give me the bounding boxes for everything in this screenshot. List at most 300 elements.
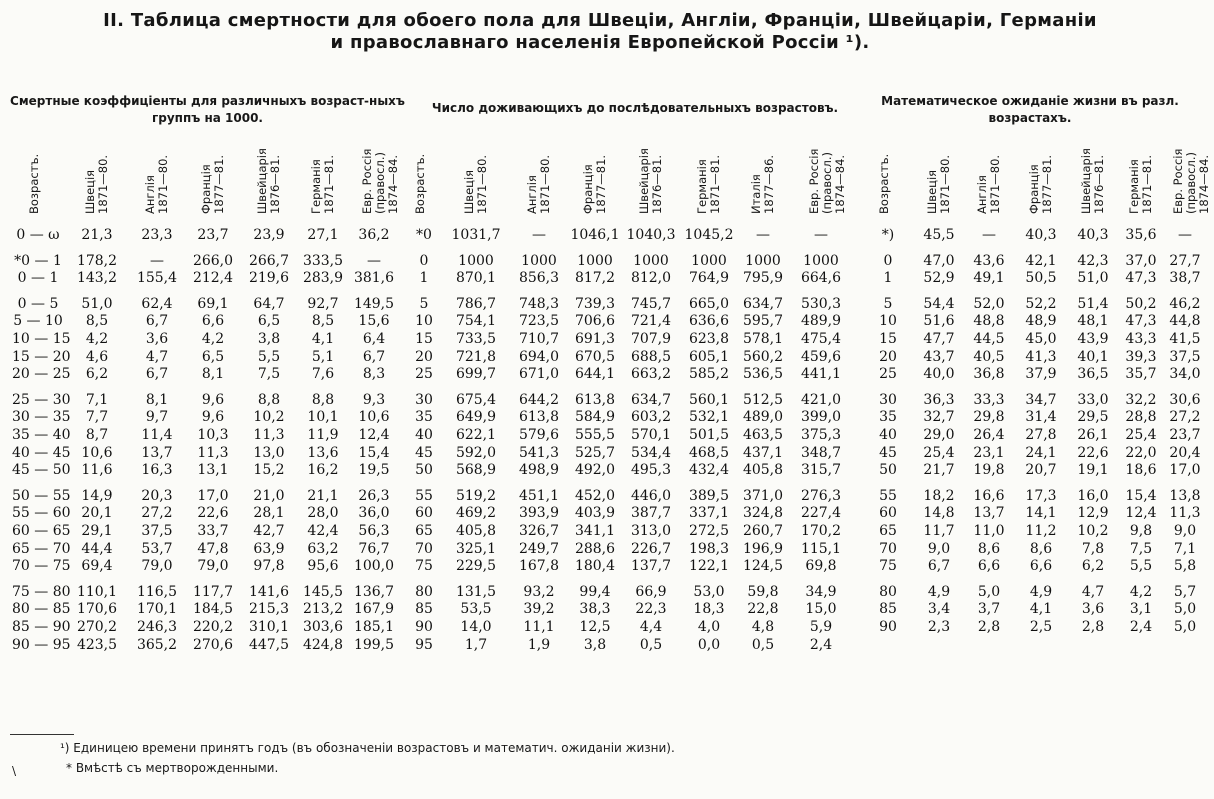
- value-cell: 4,4: [639, 619, 663, 635]
- value-cell: 9,6: [201, 409, 225, 426]
- value-cell: 59,8: [747, 583, 779, 600]
- value-cell: 5,9: [809, 619, 833, 635]
- column-header-line: Германія: [309, 159, 323, 214]
- value-cell: 23,7: [197, 227, 229, 243]
- value-cell: 16,2: [307, 462, 339, 479]
- value-cell: 6,2: [1081, 558, 1105, 575]
- value-cell: 167,8: [518, 558, 560, 575]
- age-cell: 35 — 40: [12, 427, 71, 443]
- value-cell: 32,7: [923, 409, 955, 426]
- value-cell: —: [1178, 227, 1192, 243]
- value-cell: 229,5: [455, 558, 497, 575]
- column-header-line: Англія: [143, 175, 157, 214]
- value-cell: 8,7: [85, 427, 109, 443]
- value-cell: 592,0: [455, 444, 497, 461]
- value-cell: 30,6: [1169, 391, 1201, 408]
- table-row: [0, 462, 1200, 479]
- column-header-line: (правосл.): [1184, 152, 1198, 214]
- column-header-italy: [750, 155, 776, 214]
- value-cell: 35,6: [1125, 227, 1157, 243]
- table-row: [0, 313, 1200, 330]
- value-cell: 53,5: [460, 601, 492, 618]
- value-cell: 11,0: [973, 523, 1005, 539]
- value-cell: 1,9: [527, 636, 551, 653]
- age-cell: 85 — 90: [12, 619, 71, 635]
- column-header-russia: [361, 149, 400, 214]
- value-cell: 42,7: [253, 523, 285, 539]
- value-cell: 10,3: [197, 427, 229, 443]
- value-cell: 365,2: [136, 636, 178, 653]
- value-cell: 325,1: [455, 540, 497, 557]
- value-cell: 4,1: [311, 331, 335, 347]
- value-cell: 560,1: [688, 391, 730, 408]
- value-cell: 333,5: [302, 252, 344, 269]
- value-cell: 387,7: [630, 505, 672, 522]
- age-cell: 60 — 65: [12, 523, 71, 539]
- value-cell: 4,2: [1129, 583, 1153, 600]
- value-cell: 47,3: [1125, 313, 1157, 330]
- value-cell: 451,1: [518, 487, 560, 504]
- value-cell: 26,3: [358, 487, 390, 504]
- column-header-germany: [696, 155, 722, 214]
- value-cell: 16,6: [973, 487, 1005, 504]
- value-cell: 9,7: [145, 409, 169, 426]
- value-cell: 48,1: [1077, 313, 1109, 330]
- value-cell: 381,6: [353, 270, 395, 287]
- value-cell: —: [150, 252, 164, 269]
- table-row: [0, 253, 1200, 270]
- value-cell: 43,3: [1125, 331, 1157, 347]
- column-header-line: 1871—81.: [708, 154, 722, 214]
- value-cell: 92,7: [307, 295, 339, 312]
- age-cell: 15 — 20: [12, 348, 71, 365]
- value-cell: 79,0: [197, 558, 229, 575]
- value-cell: —: [367, 252, 381, 269]
- value-cell: 25,4: [923, 444, 955, 461]
- value-cell: 47,0: [923, 252, 955, 269]
- column-header-line: 1877—81.: [594, 154, 608, 214]
- value-cell: 337,1: [688, 505, 730, 522]
- value-cell: 21,1: [307, 487, 339, 504]
- value-cell: 441,1: [800, 366, 842, 383]
- value-cell: 1000: [633, 252, 669, 269]
- value-cell: 29,1: [81, 523, 113, 539]
- value-cell: 495,3: [630, 462, 672, 479]
- age-cell: 35: [415, 409, 433, 426]
- value-cell: 45,5: [923, 227, 955, 243]
- age-cell: 90: [415, 619, 433, 635]
- footnote-rule: [10, 734, 74, 735]
- value-cell: 1040,3: [626, 227, 676, 243]
- value-cell: 215,3: [248, 601, 290, 618]
- value-cell: 36,0: [358, 505, 390, 522]
- age-cell: 65: [415, 523, 433, 539]
- value-cell: 170,1: [136, 601, 178, 618]
- age-cell: 90 — 95: [12, 636, 71, 653]
- value-cell: 691,3: [574, 331, 616, 347]
- value-cell: 66,9: [635, 583, 667, 600]
- value-cell: 389,5: [688, 487, 730, 504]
- age-cell: 10 — 15: [12, 331, 71, 347]
- value-cell: 22,6: [197, 505, 229, 522]
- age-cell: 0 — 1: [17, 270, 59, 287]
- column-header-line: Евр. Россія: [360, 148, 374, 214]
- value-cell: 37,0: [1125, 252, 1157, 269]
- column-header-line: Швеція: [462, 169, 476, 214]
- value-cell: 8,5: [311, 313, 335, 330]
- value-cell: 52,9: [923, 270, 955, 287]
- value-cell: 47,3: [1125, 270, 1157, 287]
- value-cell: 39,3: [1125, 348, 1157, 365]
- value-cell: 459,6: [800, 348, 842, 365]
- value-cell: 50,2: [1125, 295, 1157, 312]
- value-cell: 754,1: [455, 313, 497, 330]
- value-cell: 2,8: [977, 619, 1001, 635]
- value-cell: 7,1: [1173, 540, 1197, 557]
- value-cell: 43,9: [1077, 331, 1109, 347]
- age-cell: 85: [879, 601, 897, 618]
- value-cell: 721,4: [630, 313, 672, 330]
- value-cell: 10,6: [81, 444, 113, 461]
- table-row: [0, 445, 1200, 462]
- value-cell: 141,6: [248, 583, 290, 600]
- age-cell: 90: [879, 619, 897, 635]
- value-cell: 170,2: [800, 523, 842, 539]
- age-cell: *): [881, 227, 895, 243]
- value-cell: 63,2: [307, 540, 339, 557]
- value-cell: 501,5: [688, 427, 730, 443]
- column-header-line: Швейцарія: [637, 148, 651, 214]
- column-header-line: 1876—81.: [650, 154, 664, 214]
- value-cell: 185,1: [353, 619, 395, 635]
- value-cell: 69,4: [81, 558, 113, 575]
- value-cell: 10,1: [307, 409, 339, 426]
- value-cell: 220,2: [192, 619, 234, 635]
- column-header-germany: [1128, 155, 1154, 214]
- value-cell: 37,5: [1169, 348, 1201, 365]
- value-cell: 3,7: [977, 601, 1001, 618]
- value-cell: 578,1: [742, 331, 784, 347]
- value-cell: 15,6: [358, 313, 390, 330]
- value-cell: 198,3: [688, 540, 730, 557]
- value-cell: 11,3: [197, 444, 229, 461]
- value-cell: 664,6: [800, 270, 842, 287]
- value-cell: 47,7: [923, 331, 955, 347]
- column-header-age: [28, 154, 41, 214]
- value-cell: 227,4: [800, 505, 842, 522]
- value-cell: —: [814, 227, 828, 243]
- value-cell: 5,0: [977, 583, 1001, 600]
- value-cell: 36,3: [923, 391, 955, 408]
- value-cell: 4,7: [145, 348, 169, 365]
- value-cell: 115,1: [800, 540, 842, 557]
- value-cell: 4,0: [697, 619, 721, 635]
- value-cell: 634,7: [742, 295, 784, 312]
- value-cell: 13,1: [197, 462, 229, 479]
- value-cell: 3,8: [257, 331, 281, 347]
- value-cell: 13,6: [307, 444, 339, 461]
- value-cell: 270,6: [192, 636, 234, 653]
- table-row: [0, 637, 1200, 654]
- value-cell: 745,7: [630, 295, 672, 312]
- value-cell: 260,7: [742, 523, 784, 539]
- column-header-line: Англія: [975, 175, 989, 214]
- age-cell: 45: [415, 444, 433, 461]
- value-cell: 40,3: [1025, 227, 1057, 243]
- value-cell: 6,7: [145, 366, 169, 383]
- age-cell: 40: [879, 427, 897, 443]
- value-cell: 10,6: [358, 409, 390, 426]
- value-cell: 560,2: [742, 348, 784, 365]
- value-cell: 93,2: [523, 583, 555, 600]
- value-cell: 17,3: [1025, 487, 1057, 504]
- value-cell: 605,1: [688, 348, 730, 365]
- value-cell: 3,1: [1129, 601, 1153, 618]
- age-cell: 40: [415, 427, 433, 443]
- value-cell: 699,7: [455, 366, 497, 383]
- value-cell: 723,5: [518, 313, 560, 330]
- value-cell: 136,7: [353, 583, 395, 600]
- age-cell: 65: [879, 523, 897, 539]
- table-row: [0, 349, 1200, 366]
- value-cell: 4,1: [1029, 601, 1053, 618]
- value-cell: 15,0: [805, 601, 837, 618]
- column-header-line: 1874—84.: [1197, 154, 1211, 214]
- value-cell: 11,3: [253, 427, 285, 443]
- column-header-line: 1876—81.: [268, 154, 282, 214]
- value-cell: 53,7: [141, 540, 173, 557]
- value-cell: 1000: [745, 252, 781, 269]
- age-cell: 1: [883, 270, 893, 287]
- value-cell: 541,3: [518, 444, 560, 461]
- value-cell: 7,7: [85, 409, 109, 426]
- value-cell: 786,7: [455, 295, 497, 312]
- value-cell: 266,0: [192, 252, 234, 269]
- value-cell: 19,1: [1077, 462, 1109, 479]
- age-cell: 50 — 55: [12, 487, 71, 504]
- value-cell: 38,3: [579, 601, 611, 618]
- value-cell: 246,3: [136, 619, 178, 635]
- column-header-line: 1876—81.: [1092, 154, 1106, 214]
- value-cell: 15,4: [358, 444, 390, 461]
- value-cell: 117,7: [192, 583, 234, 600]
- value-cell: 22,0: [1125, 444, 1157, 461]
- value-cell: 0,0: [697, 636, 721, 653]
- age-cell: 0: [419, 252, 429, 269]
- value-cell: 20,1: [81, 505, 113, 522]
- value-cell: 51,0: [1077, 270, 1109, 287]
- value-cell: 76,7: [358, 540, 390, 557]
- value-cell: 2,4: [1129, 619, 1153, 635]
- column-header-england: [526, 155, 552, 214]
- value-cell: 196,9: [742, 540, 784, 557]
- age-cell: 55: [879, 487, 897, 504]
- value-cell: 100,0: [353, 558, 395, 575]
- value-cell: 6,6: [1029, 558, 1053, 575]
- value-cell: 47,8: [197, 540, 229, 557]
- value-cell: 33,7: [197, 523, 229, 539]
- value-cell: 18,3: [693, 601, 725, 618]
- value-cell: 54,4: [923, 295, 955, 312]
- value-cell: 51,4: [1077, 295, 1109, 312]
- value-cell: 40,1: [1077, 348, 1109, 365]
- value-cell: 42,4: [307, 523, 339, 539]
- value-cell: 11,4: [141, 427, 173, 443]
- value-cell: 8,3: [362, 366, 386, 383]
- value-cell: 7,5: [257, 366, 281, 383]
- value-cell: 38,7: [1169, 270, 1201, 287]
- value-cell: 19,8: [973, 462, 1005, 479]
- value-cell: 22,6: [1077, 444, 1109, 461]
- table-row: [0, 601, 1200, 618]
- value-cell: 5,7: [1173, 583, 1197, 600]
- age-cell: 75: [415, 558, 433, 575]
- table-title-line-1: II. Таблица смертности для обоего пола для Швеціи, Англіи, Франціи, Швейцаріи, Германіи: [103, 10, 1097, 31]
- value-cell: 56,3: [358, 523, 390, 539]
- value-cell: 6,5: [257, 313, 281, 330]
- column-header-line: Германія: [1127, 159, 1141, 214]
- value-cell: 341,1: [574, 523, 616, 539]
- column-header-france: [582, 155, 608, 214]
- value-cell: 670,5: [574, 348, 616, 365]
- value-cell: 694,0: [518, 348, 560, 365]
- value-cell: 44,5: [973, 331, 1005, 347]
- table-row: [0, 558, 1200, 575]
- value-cell: 707,9: [630, 331, 672, 347]
- value-cell: 219,6: [248, 270, 290, 287]
- value-cell: 20,7: [1025, 462, 1057, 479]
- value-cell: 489,0: [742, 409, 784, 426]
- value-cell: 644,2: [518, 391, 560, 408]
- value-cell: 636,6: [688, 313, 730, 330]
- value-cell: 2,5: [1029, 619, 1053, 635]
- age-cell: 20: [879, 348, 897, 365]
- value-cell: 5,1: [311, 348, 335, 365]
- value-cell: 131,5: [455, 583, 497, 600]
- value-cell: 52,0: [973, 295, 1005, 312]
- column-header-line: Евр. Россія: [807, 148, 821, 214]
- value-cell: 44,8: [1169, 313, 1201, 330]
- value-cell: 421,0: [800, 391, 842, 408]
- value-cell: 11,9: [307, 427, 339, 443]
- age-cell: 45: [879, 444, 897, 461]
- column-header-line: 1871—81.: [1140, 154, 1154, 214]
- value-cell: 371,0: [742, 487, 784, 504]
- section-header-survivors: Число доживающихъ до послѣдовательныхъ возрастовъ.: [431, 101, 839, 115]
- value-cell: 62,4: [141, 295, 173, 312]
- age-cell: 0 — ω: [16, 227, 60, 243]
- value-cell: 44,4: [81, 540, 113, 557]
- age-cell: 20 — 25: [12, 366, 71, 383]
- value-cell: 5,0: [1173, 601, 1197, 618]
- value-cell: 43,7: [923, 348, 955, 365]
- value-cell: 9,6: [201, 391, 225, 408]
- value-cell: 817,2: [574, 270, 616, 287]
- column-header-line: Швеція: [925, 169, 939, 214]
- value-cell: 18,6: [1125, 462, 1157, 479]
- value-cell: 43,6: [973, 252, 1005, 269]
- value-cell: 170,6: [76, 601, 118, 618]
- value-cell: 570,1: [630, 427, 672, 443]
- value-cell: 795,9: [742, 270, 784, 287]
- value-cell: 622,1: [455, 427, 497, 443]
- age-cell: 10: [415, 313, 433, 330]
- value-cell: 36,5: [1077, 366, 1109, 383]
- value-cell: 14,0: [460, 619, 492, 635]
- value-cell: 40,3: [1077, 227, 1109, 243]
- value-cell: 110,1: [76, 583, 118, 600]
- value-cell: 51,0: [81, 295, 113, 312]
- value-cell: 11,3: [1169, 505, 1201, 522]
- value-cell: 12,4: [358, 427, 390, 443]
- value-cell: 25,4: [1125, 427, 1157, 443]
- value-cell: 28,8: [1125, 409, 1157, 426]
- value-cell: 424,8: [302, 636, 344, 653]
- value-cell: 145,5: [302, 583, 344, 600]
- value-cell: 184,5: [192, 601, 234, 618]
- column-header-line: Возрастъ.: [877, 153, 891, 214]
- value-cell: 3,6: [145, 331, 169, 347]
- value-cell: 489,9: [800, 313, 842, 330]
- value-cell: 23,3: [141, 227, 173, 243]
- value-cell: 34,7: [1025, 391, 1057, 408]
- value-cell: 452,0: [574, 487, 616, 504]
- value-cell: 663,2: [630, 366, 672, 383]
- value-cell: 532,1: [688, 409, 730, 426]
- value-cell: 69,1: [197, 295, 229, 312]
- column-header-line: 1874—84.: [833, 154, 847, 214]
- column-header-switzerland: [1080, 148, 1106, 214]
- age-cell: 50: [879, 462, 897, 479]
- value-cell: 23,7: [1169, 427, 1201, 443]
- value-cell: 283,9: [302, 270, 344, 287]
- column-header-sweden: [84, 155, 110, 214]
- value-cell: 1000: [458, 252, 494, 269]
- value-cell: 463,5: [742, 427, 784, 443]
- value-cell: 603,2: [630, 409, 672, 426]
- column-header-line: Возрастъ.: [27, 153, 41, 214]
- value-cell: 671,0: [518, 366, 560, 383]
- age-cell: 1: [419, 270, 429, 287]
- column-header-france: [200, 155, 226, 214]
- value-cell: 2,4: [809, 636, 833, 653]
- value-cell: 69,8: [805, 558, 837, 575]
- table-row: [0, 523, 1200, 540]
- value-cell: 288,6: [574, 540, 616, 557]
- age-cell: 40 — 45: [12, 444, 71, 461]
- footnote-2: * Вмѣстѣ съ мертворожденными.: [66, 761, 279, 775]
- value-cell: 706,6: [574, 313, 616, 330]
- value-cell: 405,8: [742, 462, 784, 479]
- age-cell: 35: [879, 409, 897, 426]
- value-cell: 36,8: [973, 366, 1005, 383]
- value-cell: 266,7: [248, 252, 290, 269]
- value-cell: 8,6: [1029, 540, 1053, 557]
- value-cell: 519,2: [455, 487, 497, 504]
- value-cell: 375,3: [800, 427, 842, 443]
- value-cell: 10,2: [1077, 523, 1109, 539]
- age-cell: *0 — 1: [14, 252, 62, 269]
- value-cell: 212,4: [192, 270, 234, 287]
- value-cell: 8,5: [85, 313, 109, 330]
- value-cell: 1031,7: [451, 227, 501, 243]
- value-cell: 399,0: [800, 409, 842, 426]
- column-header-russia: [1172, 149, 1211, 214]
- value-cell: 721,8: [455, 348, 497, 365]
- value-cell: 28,0: [307, 505, 339, 522]
- value-cell: 1045,2: [684, 227, 734, 243]
- value-cell: 26,4: [973, 427, 1005, 443]
